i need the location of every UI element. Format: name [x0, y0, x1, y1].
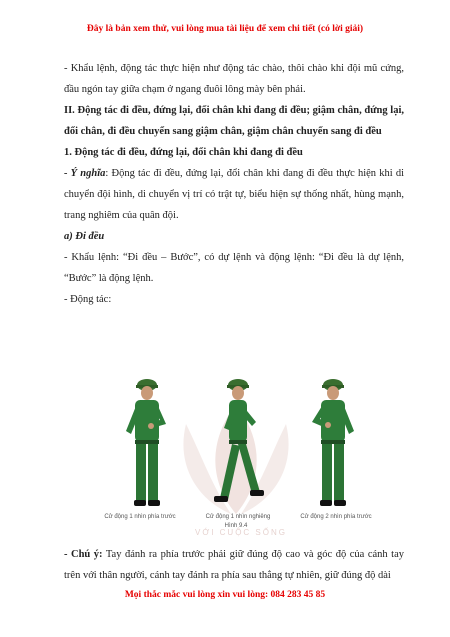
caption-front-view-1: Cử động 1 nhìn phía trước	[104, 514, 176, 520]
figure-marching	[86, 376, 386, 536]
meaning-label: - Ý nghĩa	[64, 168, 106, 179]
soldier-front-view-2	[308, 376, 358, 512]
section-heading-ii: II. Động tác đi đều, đứng lại, đổi chân khi đang đi đều; giậm chân, đứng lại, đổi chân, đi đều chuyển sang giậm chân, giậm chân chuyển sang đi đều	[64, 105, 404, 137]
meaning-text: : Động tác đi đều, đứng lại, đổi chân khi đang đi đều thực hiện khi di chuyển đội hình, di chuyển vị trí có trật tự, biểu hiện sự thống nhất, hùng mạnh, trang nghiêm của quân đội.	[64, 168, 404, 221]
caption-front-view-2: Cử động 2 nhìn phía trước	[300, 514, 372, 520]
preview-header: Đây là bản xem thử, vui lòng mua tài liệu để xem chi tiết (có lời giải)	[86, 24, 364, 34]
watermark-text: VỚI CUỘC SỐNG	[195, 528, 287, 537]
paragraph-command: - Khẩu lệnh: “Đi đều – Bước”, có dự lệnh và động lệnh: “Đi đều là dự lệnh, “Bước” là động lệnh.	[64, 252, 404, 284]
document-body	[64, 58, 404, 310]
note-label: - Chú ý:	[64, 549, 103, 560]
paragraph-action: - Động tác:	[64, 294, 112, 305]
figure-number: Hình 9.4	[224, 523, 248, 529]
subsection-heading-1: 1. Động tác đi đều, đứng lại, đổi chân khi đang đi đều	[64, 147, 303, 158]
paragraph-meaning	[64, 163, 404, 226]
caption-side-view: Cử động 1 nhìn nghiêng	[205, 514, 271, 520]
soldier-front-view-1	[122, 376, 172, 512]
soldier-side-view	[210, 376, 266, 512]
subheading-a: a) Đi đều	[64, 231, 105, 242]
note-text: Tay đánh ra phía trước phải giữ đúng độ cao và góc độ của cánh tay trên với thân người, cánh tay đánh ra phía sau thẳng tự nhiên, giữ đúng độ dài	[64, 549, 404, 581]
contact-footer: Mọi thắc mắc vui lòng xin vui lòng: 084 283 45 85	[124, 590, 326, 600]
note-paragraph	[64, 544, 404, 586]
paragraph-salute: - Khẩu lệnh, động tác thực hiện như động tác chào, thôi chào khi đội mũ cứng, đầu ngón tay giữa chạm ở ngang đuôi lông mày bên phải.	[64, 63, 404, 95]
